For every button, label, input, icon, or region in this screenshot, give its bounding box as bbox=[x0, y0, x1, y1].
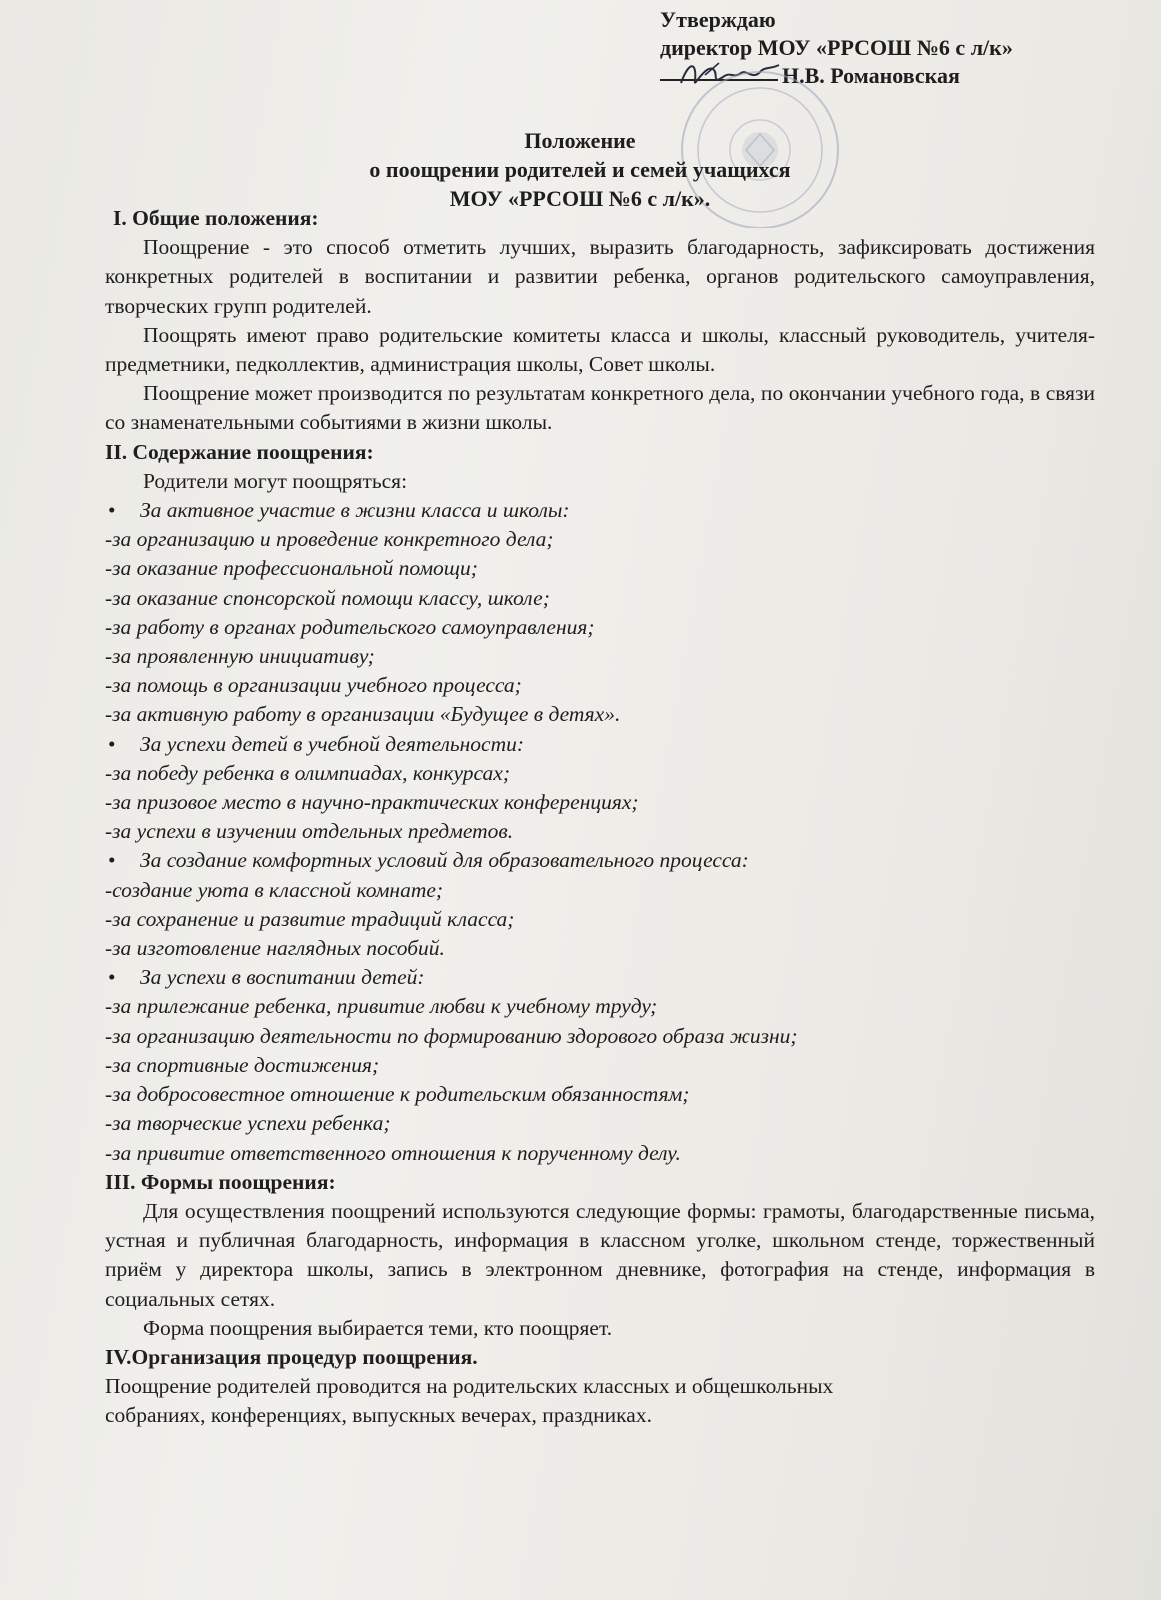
section-4-heading: IV.Организация процедур поощрения. bbox=[105, 1344, 478, 1369]
list-item: -за сохранение и развитие традиций класса; bbox=[105, 906, 515, 931]
group-3-title: • За создание комфортных условий для образовательного процесса: bbox=[105, 846, 1095, 875]
list-item: -за организацию деятельности по формированию здорового образа жизни; bbox=[105, 1023, 798, 1048]
title-line-1: Положение bbox=[524, 128, 636, 153]
list-item: -за победу ребенка в олимпиадах, конкурсах; bbox=[105, 760, 510, 785]
list-item: -за прилежание ребенка, привитие любви к учебному труду; bbox=[105, 994, 658, 1019]
signer-name: Н.В. Романовская bbox=[782, 63, 960, 88]
list-item: -за добросовестное отношение к родительским обязанностям; bbox=[105, 1082, 690, 1107]
document-title bbox=[260, 126, 900, 213]
document-body bbox=[105, 204, 1095, 1431]
approval-position: директор МОУ «РРСОШ №6 с л/к» bbox=[660, 35, 1013, 60]
section-3-paragraph-1: Для осуществления поощрений используются следующие формы: грамоты, благодарственные письма, устная и публичная благодарность, информация в классном уголке, школьном стенде, торжественный приём у директора школы, запись в электронном дневнике, фотография на стенде, информация в социальных сетях. bbox=[105, 1198, 1095, 1311]
title-line-3: МОУ «РРСОШ №6 с л/к». bbox=[449, 186, 711, 211]
list-item: -за работу в органах родительского самоуправления; bbox=[105, 614, 595, 639]
section-1-heading: I. Общие положения: bbox=[113, 206, 319, 230]
list-item: -за творческие успехи ребенка; bbox=[105, 1111, 391, 1136]
group-4-title: • За успехи в воспитании детей: bbox=[105, 963, 1095, 992]
list-item: -за оказание спонсорской помощи классу, школе; bbox=[105, 585, 550, 610]
list-item: -за спортивные достижения; bbox=[105, 1052, 380, 1077]
list-item: -за активную работу в организации «Будущее в детях». bbox=[105, 702, 621, 727]
list-item: -за призовое место в научно-практических конференциях; bbox=[105, 790, 639, 815]
section-2-heading: II. Содержание поощрения: bbox=[105, 439, 374, 464]
group-2-title: • За успехи детей в учебной деятельности: bbox=[105, 730, 1095, 759]
list-item: -за оказание профессиональной помощи; bbox=[105, 556, 478, 581]
list-item: -создание уюта в классной комнате; bbox=[105, 877, 444, 902]
list-item: -за изготовление наглядных пособий. bbox=[105, 936, 445, 961]
section-1-paragraph-2: Поощрять имеют право родительские комитеты класса и школы, классный руководитель, учителя-предметники, педколлектив, администрация школы, Совет школы. bbox=[105, 322, 1095, 377]
list-item: -за организацию и проведение конкретного дела; bbox=[105, 527, 554, 552]
approval-label: Утверждаю bbox=[660, 7, 776, 32]
section-4-line-1: Поощрение родителей проводится на родительских классных и общешкольных bbox=[105, 1374, 834, 1399]
list-item: -за проявленную инициативу; bbox=[105, 644, 375, 669]
section-2-intro: Родители могут поощряться: bbox=[143, 468, 408, 493]
section-1-paragraph-1: Поощрение - это способ отметить лучших, выразить благодарность, зафиксировать достижения конкретных родителей в воспитании и развитии ребенка, органов родительского самоуправления, творческих групп родителей. bbox=[105, 235, 1095, 318]
section-1-paragraph-3: Поощрение может производится по результатам конкретного дела, по окончании учебного года, в связи со знаменательными событиями в жизни школы. bbox=[105, 381, 1095, 435]
group-1-title: • За активное участие в жизни класса и школы: bbox=[105, 496, 1095, 525]
list-item: -за привитие ответственного отношения к порученному делу. bbox=[105, 1140, 681, 1165]
section-4-line-2: собраниях, конференциях, выпускных вечерах, праздниках. bbox=[105, 1403, 652, 1428]
title-line-2: о поощрении родителей и семей учащихся bbox=[369, 157, 791, 182]
list-item: -за помощь в организации учебного процесса; bbox=[105, 673, 522, 698]
section-3-heading: III. Формы поощрения: bbox=[105, 1169, 336, 1194]
list-item: -за успехи в изучении отдельных предметов. bbox=[105, 819, 514, 844]
section-3-paragraph-2: Форма поощрения выбирается теми, кто поощряет. bbox=[143, 1315, 613, 1340]
